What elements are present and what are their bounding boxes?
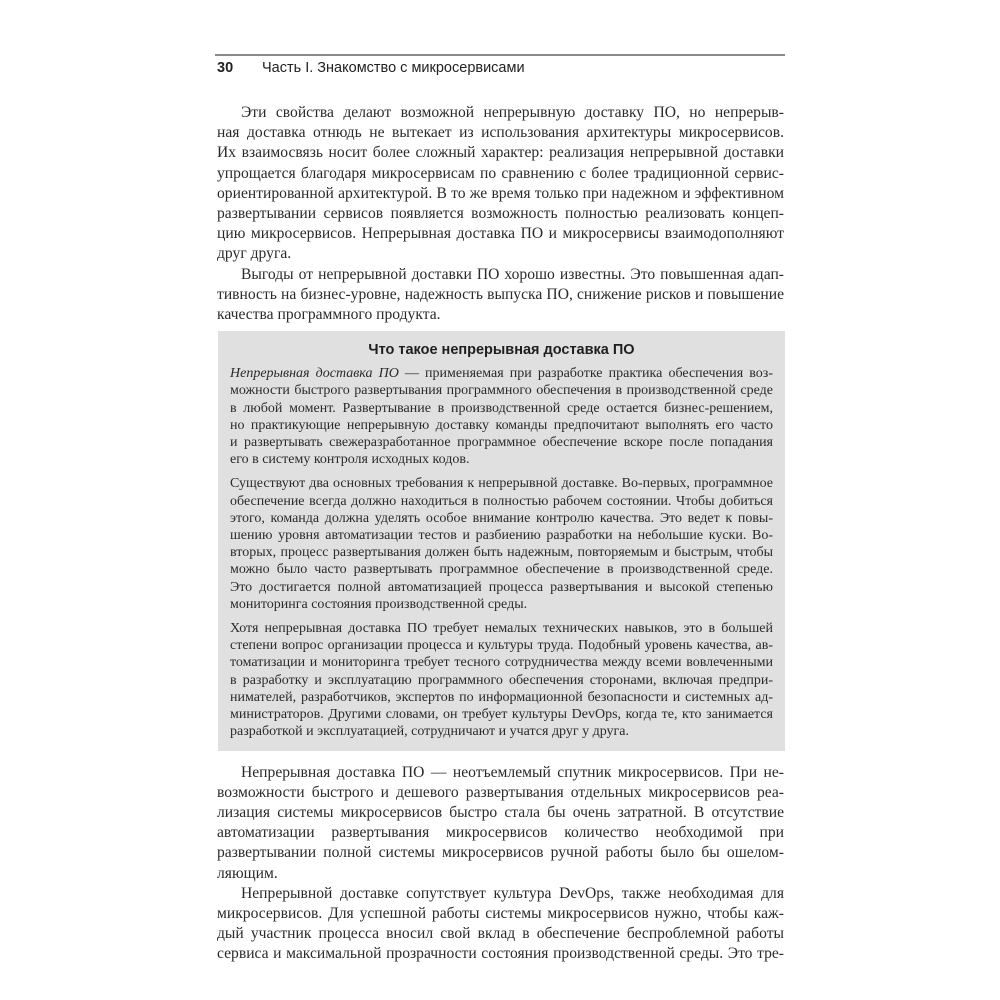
- text-line: [230, 365, 773, 382]
- text-line: качества программного продукта.: [217, 306, 441, 324]
- text-line: сервиса и максимальной прозрачности состояния производственной среды. Это тре-: [217, 945, 784, 963]
- text-line: вторых, процесс развертывания должен быть надежным, повторяемым и быстрым, чтобы: [230, 545, 773, 561]
- text-line: Это достигается полной автоматизацией процесса развертывания и высокой степенью: [230, 579, 773, 595]
- text-line: степени вопрос организации процесса и культуры труда. Подобный уровень качества, ав-: [230, 638, 773, 654]
- page-number: 30: [217, 60, 234, 76]
- text-line: друг друга.: [217, 245, 292, 263]
- text-line: упрощается благодаря микросервисам по сравнению с более традиционной сервис-: [217, 164, 784, 182]
- defined-term: Непрерывная доставка ПО: [230, 366, 399, 382]
- text-line: ориентированной архитектурой. В то же время только при надежном и эффективном: [217, 184, 784, 202]
- running-header: [217, 60, 525, 76]
- text-line: его в систему контроля исходных кодов.: [230, 452, 470, 468]
- text-line: развертывании полной системы микросервисов ручной работы было бы ошелом-: [217, 844, 784, 862]
- text-line: обеспечение всегда должно находиться в полностью рабочем состоянии. Чтобы добиться: [230, 493, 773, 509]
- text-line: но практикующие непрерывную доставку команды предпочитают выполнять его часто: [230, 417, 773, 433]
- paragraph: [217, 103, 784, 265]
- text-line: цию микросервисов. Непрерывная доставка ПО и микросервисы взаимодополняют: [217, 225, 784, 243]
- text-line: Выгоды от непрерывной доставки ПО хорошо известны. Это повышенная адап-: [241, 265, 784, 283]
- paragraph: [217, 265, 784, 326]
- text-line: шению уровня автоматизации тестов и разбиению разработки на небольшие куски. Во-: [230, 528, 773, 544]
- running-title: Часть I. Знакомство с микросервисами: [262, 60, 525, 76]
- text-line: автоматизации развертывания микросервисов количество необходимой при: [217, 824, 784, 842]
- text-line: ляющим.: [217, 864, 278, 882]
- text-line: Существуют два основных требования к непрерывной доставке. Во-первых, программное: [230, 476, 773, 492]
- text-line: Эти свойства делают возможной непрерывную доставку ПО, но непрерыв-: [241, 104, 784, 121]
- sidebar-box-body: [230, 365, 773, 740]
- text-line: можно было часто развертывать программное обеспечение в производственной среде.: [230, 562, 773, 578]
- paragraph: [230, 620, 773, 740]
- text-line: в любой момент. Развертывание в производственной среде остается бизнес-решением,: [230, 400, 773, 416]
- text-line: дый участник процесса вносил свой вклад в обеспечение беспроблемной работы: [217, 925, 784, 943]
- text-line: микросервисов. Для успешной работы системы микросервисов нужно, чтобы каж-: [217, 904, 784, 922]
- text-line: Их взаимосвязь носит более сложный характер: реализация непрерывной доставки: [217, 144, 784, 162]
- text-line: Хотя непрерывная доставка ПО требует немалых технических навыков, это в большей: [230, 621, 773, 637]
- text-line: мониторинга состояния производственной среды.: [230, 596, 528, 612]
- header-rule: [215, 54, 785, 56]
- paragraph: [217, 884, 784, 965]
- paragraph: [217, 763, 784, 884]
- text-line: этого, команда должна уделять особое внимание контролю качества. Это ведет к повы-: [230, 510, 773, 526]
- text-line: можности быстрого развертывания программного обеспечения в производственной среде: [230, 383, 773, 399]
- text-column: [217, 103, 784, 965]
- text-line: лизация системы микросервисов быстро стала бы очень затратной. В отсутствие: [217, 803, 784, 821]
- body-text-top: [217, 103, 784, 325]
- text-line: и развертывать свежеразработанное программное обеспечение вскоре после попадания: [230, 435, 773, 451]
- text-line: нимателей, разработчиков, экспертов по информационной безопасности и системных ад-: [230, 689, 773, 705]
- text-line: развертывании сервисов появляется возможность полностью реализовать концеп-: [217, 205, 784, 223]
- text-line: в разработку и эксплуатацию программного обеспечения сторонами, включая предпри-: [230, 672, 773, 688]
- paragraph: [230, 365, 773, 468]
- text-line: Непрерывной доставке сопутствует культура DevOps, также необходимая для: [241, 884, 784, 902]
- definition-text: — применяемая при разработке практика обеспечения воз-: [398, 366, 774, 382]
- text-line: томатизации и мониторинга требует тесного сотрудничества между всеми вовлеченными: [230, 655, 773, 671]
- sidebar-box: [218, 331, 785, 750]
- body-text-bottom: [217, 763, 784, 965]
- text-line: тивность на бизнес-уровне, надежность выпуска ПО, снижение рисков и повышение: [217, 285, 784, 303]
- paragraph: [230, 475, 773, 613]
- text-line: разработкой и эксплуатацией, сотрудничают и учатся друг у друга.: [230, 724, 630, 740]
- text-line: Непрерывная доставка ПО — неотъемлемый спутник микросервисов. При не-: [241, 763, 784, 781]
- text-line: ная доставка отнюдь не вытекает из использования архитектуры микросервисов.: [217, 124, 784, 142]
- sidebar-box-title: Что такое непрерывная доставка ПО: [368, 342, 635, 359]
- text-line: возможности быстрого и дешевого развертывания отдельных микросервисов реа-: [217, 783, 784, 801]
- text-line: министраторов. Другими словами, он требует культуры DevOps, когда те, кто занимается: [230, 707, 773, 723]
